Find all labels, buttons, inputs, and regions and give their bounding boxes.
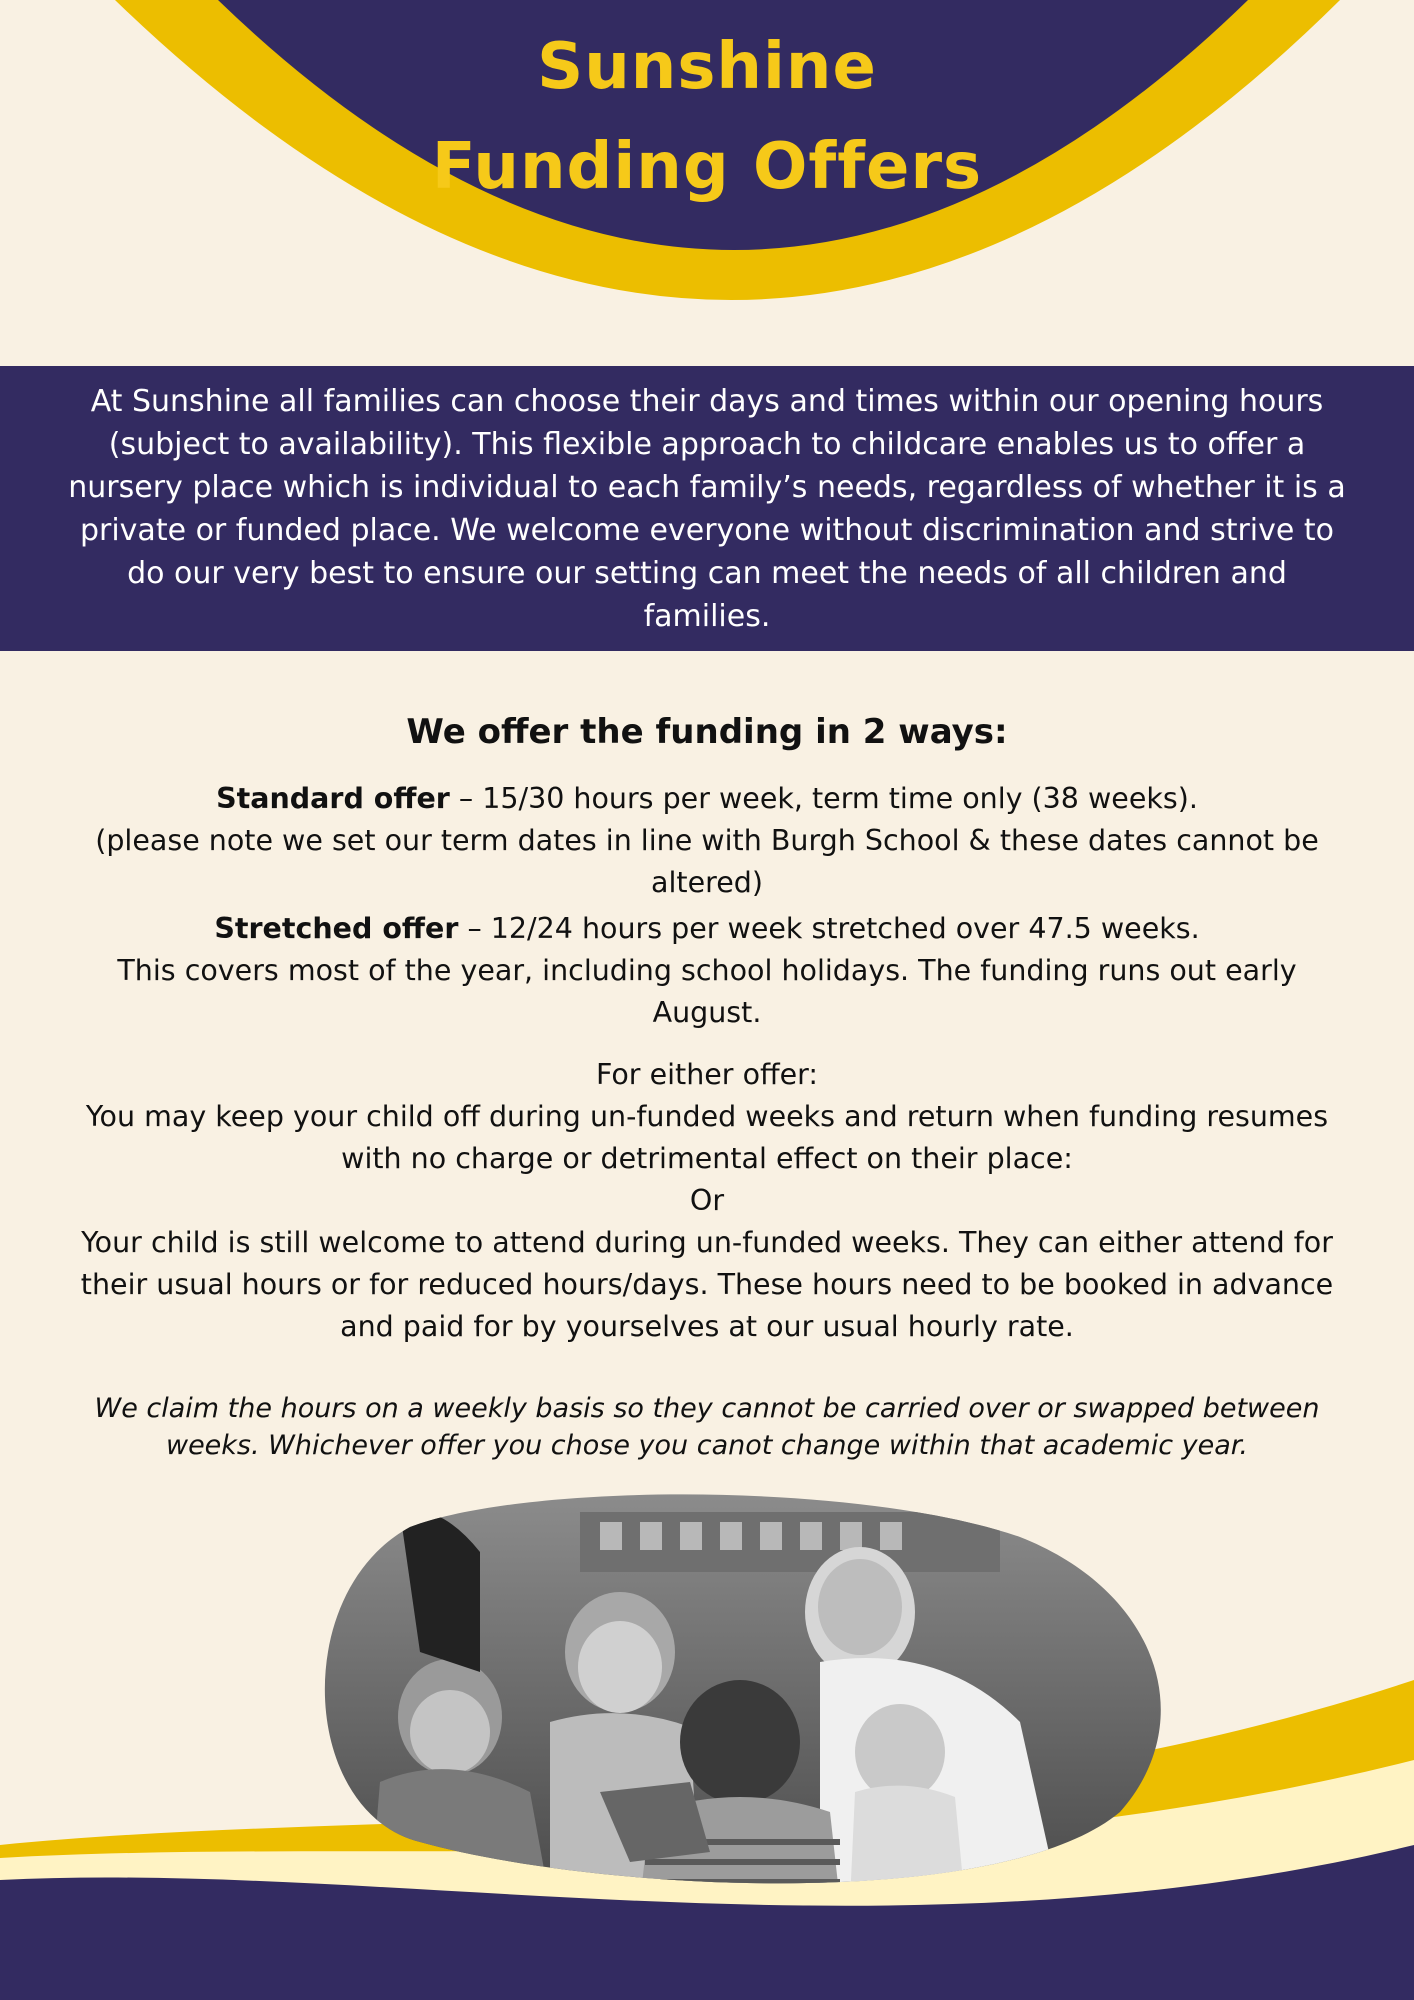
standard-offer-block xyxy=(80,778,1334,904)
page-title-line-2: Funding Offers xyxy=(431,130,983,204)
offers-heading: We offer the funding in 2 ways: xyxy=(406,712,1008,752)
standard-offer-label: Standard offer xyxy=(216,782,450,815)
standard-offer-line xyxy=(80,778,1334,820)
stretched-offer-line xyxy=(80,908,1334,950)
either-option-1: You may keep your child off during un-funded weeks and return when funding resumes with no charge or detrimental effect on their place: xyxy=(85,1100,1329,1175)
claim-note: We claim the hours on a weekly basis so they cannot be carried over or swapped between weeks. Whichever offer you chose you canot change within that academic year. xyxy=(94,1393,1320,1461)
stretched-offer-note: This covers most of the year, including school holidays. The funding runs out early August. xyxy=(117,954,1297,1029)
page-title-line-1: Sunshine xyxy=(537,30,877,104)
either-offer-block xyxy=(80,1054,1334,1348)
intro-banner xyxy=(0,366,1414,651)
either-offer-intro: For either offer: xyxy=(595,1058,819,1091)
stretched-offer-summary: – 12/24 hours per week stretched over 47.5 weeks. xyxy=(458,912,1200,945)
either-option-2: Your child is still welcome to attend during un-funded weeks. They can either attend for their usual hours or for reduced hours/days. These hours need to be booked in advance and paid for by yourselves at our usual hourly rate. xyxy=(80,1226,1334,1343)
intro-paragraph: At Sunshine all families can choose their days and times within our opening hours (subject to availability). This flexible approach to childcare enables us to offer a nursery place which is individual to each family’s needs, regardless of whether it is a private or funded place. We welcome everyone without discrimination and strive to do our very best to ensure our setting can meet the needs of all children and families. xyxy=(68,383,1346,634)
either-or-separator: Or xyxy=(689,1184,725,1217)
stretched-offer-label: Stretched offer xyxy=(214,912,459,945)
standard-offer-note: (please note we set our term dates in line with Burgh School & these dates cannot be altered) xyxy=(95,824,1319,899)
stretched-offer-block xyxy=(80,908,1334,1034)
standard-offer-summary: – 15/30 hours per week, term time only (38 weeks). xyxy=(449,782,1198,815)
children-reading-photo xyxy=(300,1492,1173,1902)
